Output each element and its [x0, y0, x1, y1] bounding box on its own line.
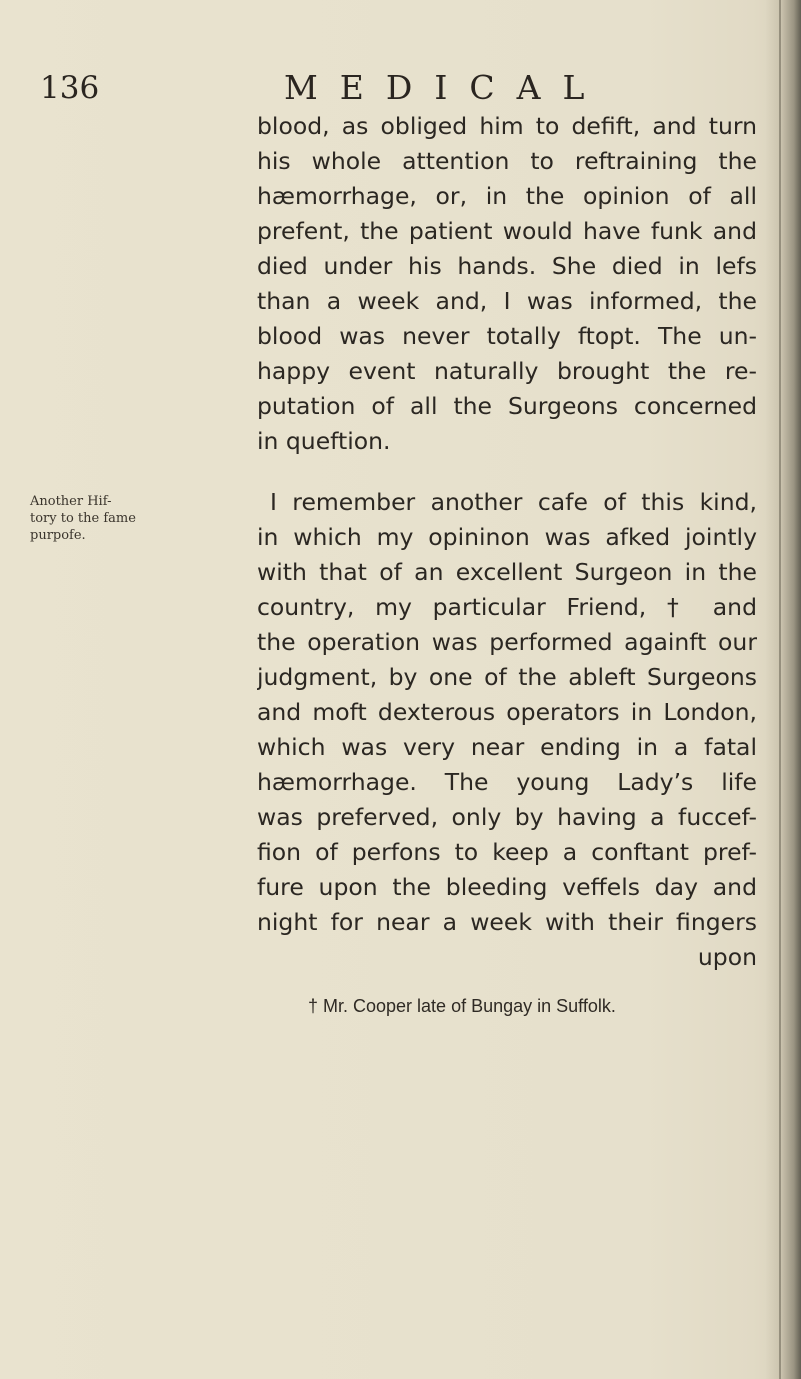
paragraph2-line: was preferved, only by having a fuccef- [257, 803, 757, 831]
page-number: 136 [40, 70, 100, 106]
paragraph2-line: I remember another cafe of this kind, [270, 488, 757, 516]
paragraph1-line: blood was never totally ftopt. The un- [257, 322, 757, 350]
page-edge-line [779, 0, 781, 1379]
paragraph1-line: prefent, the patient would have funk and [257, 217, 757, 245]
paragraph1-line: in queftion. [257, 427, 391, 455]
marginal-note-line: tory to the fame [30, 511, 136, 526]
paragraph1-line: died under his hands. She died in lefs [257, 252, 757, 280]
paragraph2-line: hæmorrhage. The young Lady’s life [257, 768, 757, 796]
running-head: MEDICAL [284, 68, 607, 107]
paragraph2-line: country, my particular Friend, † and [257, 593, 757, 621]
paragraph2-line: with that of an excellent Surgeon in the [257, 558, 757, 586]
paragraph1-line: hæmorrhage, or, in the opinion of all [257, 182, 757, 210]
paragraph1-line: happy event naturally brought the re- [257, 357, 757, 385]
paragraph1-line: putation of all the Surgeons concerned [257, 392, 757, 420]
footnote: † Mr. Cooper late of Bungay in Suffolk. [308, 996, 616, 1016]
paragraph2-line: in which my opininon was afked jointly [257, 523, 757, 551]
paragraph2-line: judgment, by one of the ableft Surgeons [257, 663, 757, 691]
paragraph2-line: fure upon the bleeding veffels day and [257, 873, 757, 901]
paragraph2-line: night for near a week with their fingers [257, 908, 757, 936]
paragraph1-line: blood, as obliged him to defift, and turn [257, 112, 757, 140]
paragraph1-line: than a week and, I was informed, the [257, 287, 757, 315]
catchword: upon [697, 943, 757, 971]
marginal-note-line: Another Hif- [30, 494, 112, 509]
paragraph2-line: which was very near ending in a fatal [257, 733, 757, 761]
paragraph2-line: fion of perfons to keep a conftant pref- [257, 838, 757, 866]
page-gutter-shadow [765, 0, 801, 1379]
paragraph2-line: the operation was performed againft our [257, 628, 757, 656]
paragraph1-line: his whole attention to reftraining the [257, 147, 757, 175]
marginal-note-line: purpofe. [30, 528, 86, 543]
paragraph2-line: and moft dexterous operators in London, [257, 698, 757, 726]
